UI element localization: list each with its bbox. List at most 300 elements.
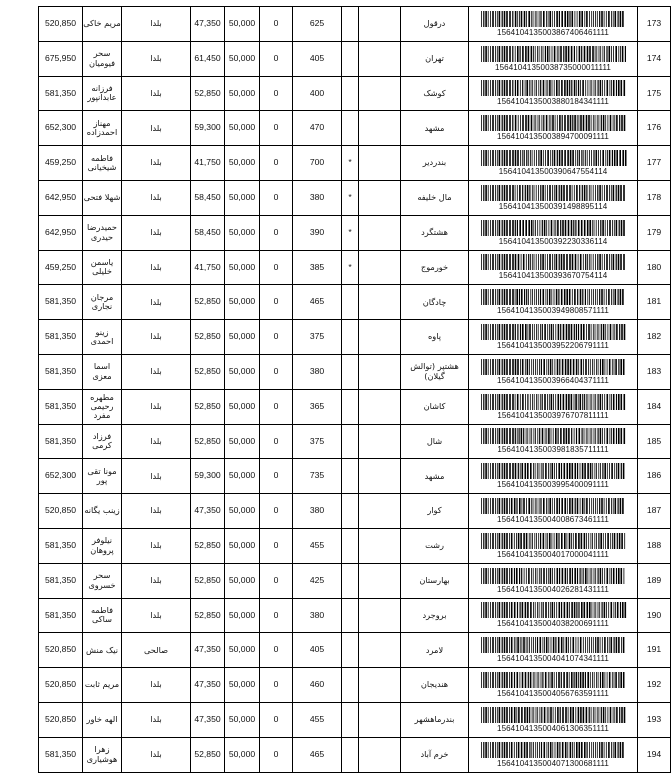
recipient-name-cell: فرزانه عابدانپور <box>83 76 122 111</box>
barcode-graphic <box>479 428 627 444</box>
base-amount-cell: 50,000 <box>225 528 260 563</box>
base-amount-cell: 50,000 <box>225 424 260 459</box>
blank-cell <box>359 633 401 668</box>
city-cell: خرم آباد <box>401 737 469 772</box>
table-row <box>39 737 671 772</box>
row-number-cell: 187 <box>638 494 671 529</box>
amount-cell: 59,300 <box>191 111 225 146</box>
total-cell: 581,350 <box>39 598 83 633</box>
status-cell: بلدا <box>122 563 191 598</box>
status-cell: بلدا <box>122 459 191 494</box>
blank-cell <box>359 180 401 215</box>
zero-cell: 0 <box>260 494 293 529</box>
code-cell: 700 <box>293 146 342 181</box>
base-amount-cell: 50,000 <box>225 180 260 215</box>
status-cell: بلدا <box>122 7 191 42</box>
barcode-number: 1564104135004071300681111 <box>497 758 609 768</box>
row-number-cell: 182 <box>638 320 671 355</box>
base-amount-cell: 50,000 <box>225 320 260 355</box>
base-amount-cell: 50,000 <box>225 702 260 737</box>
status-cell: بلدا <box>122 737 191 772</box>
barcode-cell <box>469 180 638 215</box>
total-cell: 642,950 <box>39 180 83 215</box>
barcode-cell <box>469 702 638 737</box>
mark-cell <box>342 111 359 146</box>
city-cell: بندرماهشهر <box>401 702 469 737</box>
total-cell: 520,850 <box>39 702 83 737</box>
blank-cell <box>359 354 401 389</box>
mark-cell <box>342 424 359 459</box>
base-amount-cell: 50,000 <box>225 250 260 285</box>
table-row <box>39 459 671 494</box>
barcode-graphic <box>479 150 627 166</box>
blank-cell <box>359 389 401 424</box>
barcode-cell <box>469 563 638 598</box>
blank-cell <box>359 215 401 250</box>
table-row <box>39 494 671 529</box>
barcode-graphic <box>479 220 627 236</box>
barcode-cell <box>469 354 638 389</box>
total-cell: 581,350 <box>39 76 83 111</box>
code-cell: 400 <box>293 76 342 111</box>
base-amount-cell: 50,000 <box>225 111 260 146</box>
barcode-number: 1564104135003867406461111 <box>497 27 609 37</box>
barcode-number: 1564104135003995400091111 <box>497 480 609 490</box>
status-cell: بلدا <box>122 528 191 563</box>
amount-cell: 61,450 <box>191 41 225 76</box>
barcode-number: 156410413500390647554114 <box>498 166 608 176</box>
city-cell: کوار <box>401 494 469 529</box>
barcode-number: 1564104135003966404371111 <box>497 375 609 385</box>
barcode-cell <box>469 668 638 703</box>
zero-cell: 0 <box>260 111 293 146</box>
barcode-cell <box>469 285 638 320</box>
barcode-graphic <box>479 46 627 62</box>
total-cell: 581,350 <box>39 354 83 389</box>
city-cell: رشت <box>401 528 469 563</box>
amount-cell: 52,850 <box>191 424 225 459</box>
zero-cell: 0 <box>260 354 293 389</box>
blank-cell <box>359 41 401 76</box>
barcode-number: 1564104135004008673461111 <box>497 514 609 524</box>
code-cell: 380 <box>293 598 342 633</box>
city-cell: مال خلیفه <box>401 180 469 215</box>
amount-cell: 52,850 <box>191 737 225 772</box>
barcode-graphic <box>479 324 627 340</box>
zero-cell: 0 <box>260 76 293 111</box>
blank-cell <box>359 111 401 146</box>
table-row <box>39 389 671 424</box>
amount-cell: 41,750 <box>191 250 225 285</box>
mark-cell <box>342 285 359 320</box>
zero-cell: 0 <box>260 528 293 563</box>
barcode-number: 1564104135004038200691111 <box>497 619 609 629</box>
base-amount-cell: 50,000 <box>225 459 260 494</box>
recipient-name-cell: فرزاد کرمی <box>83 424 122 459</box>
table-row <box>39 320 671 355</box>
barcode-graphic <box>479 80 627 96</box>
barcode-cell <box>469 424 638 459</box>
city-cell: هندیجان <box>401 668 469 703</box>
row-number-cell: 178 <box>638 180 671 215</box>
zero-cell: 0 <box>260 320 293 355</box>
code-cell: 390 <box>293 215 342 250</box>
mark-cell <box>342 633 359 668</box>
amount-cell: 52,850 <box>191 389 225 424</box>
status-cell: بلدا <box>122 494 191 529</box>
blank-cell <box>359 250 401 285</box>
row-number-cell: 193 <box>638 702 671 737</box>
base-amount-cell: 50,000 <box>225 354 260 389</box>
total-cell: 520,850 <box>39 633 83 668</box>
table-row <box>39 702 671 737</box>
row-number-cell: 177 <box>638 146 671 181</box>
total-cell: 581,350 <box>39 285 83 320</box>
mark-cell <box>342 354 359 389</box>
mark-cell <box>342 494 359 529</box>
blank-cell <box>359 146 401 181</box>
amount-cell: 52,850 <box>191 320 225 355</box>
barcode-graphic <box>479 394 627 410</box>
base-amount-cell: 50,000 <box>225 41 260 76</box>
barcode-number: 1564104135004041074341111 <box>497 654 609 664</box>
table-row <box>39 7 671 42</box>
barcode-graphic <box>479 463 627 479</box>
zero-cell: 0 <box>260 424 293 459</box>
barcode-number: 156410413500391498895114 <box>498 201 608 211</box>
city-cell: هشتگرد <box>401 215 469 250</box>
zero-cell: 0 <box>260 215 293 250</box>
amount-cell: 52,850 <box>191 285 225 320</box>
table-row <box>39 76 671 111</box>
row-number-cell: 188 <box>638 528 671 563</box>
recipient-name-cell: نیلوفر پروهان <box>83 528 122 563</box>
total-cell: 581,350 <box>39 389 83 424</box>
barcode-graphic <box>479 498 627 514</box>
status-cell: بلدا <box>122 250 191 285</box>
barcode-graphic <box>479 359 627 375</box>
barcode-graphic <box>479 707 627 723</box>
barcode-number: 1564104135003981835711111 <box>497 445 609 455</box>
recipient-name-cell: مونا تقی پور <box>83 459 122 494</box>
barcode-graphic <box>479 672 627 688</box>
city-cell: بروجرد <box>401 598 469 633</box>
barcode-number: 1564104135003880184341111 <box>497 97 609 107</box>
status-cell: بلدا <box>122 146 191 181</box>
zero-cell: 0 <box>260 250 293 285</box>
barcode-cell <box>469 250 638 285</box>
total-cell: 520,850 <box>39 668 83 703</box>
mark-cell <box>342 668 359 703</box>
row-number-cell: 185 <box>638 424 671 459</box>
row-number-cell: 179 <box>638 215 671 250</box>
total-cell: 581,350 <box>39 528 83 563</box>
city-cell: خورموج <box>401 250 469 285</box>
city-cell: چادگان <box>401 285 469 320</box>
status-cell: بلدا <box>122 354 191 389</box>
mark-cell <box>342 528 359 563</box>
mark-cell <box>342 76 359 111</box>
row-number-cell: 180 <box>638 250 671 285</box>
table-row <box>39 285 671 320</box>
barcode-cell <box>469 320 638 355</box>
barcode-graphic <box>479 11 627 27</box>
zero-cell: 0 <box>260 180 293 215</box>
recipient-name-cell: سحر فیومیان <box>83 41 122 76</box>
barcode-cell <box>469 76 638 111</box>
mark-cell <box>342 389 359 424</box>
shipment-table <box>38 6 671 773</box>
blank-cell <box>359 702 401 737</box>
blank-cell <box>359 459 401 494</box>
status-cell: بلدا <box>122 285 191 320</box>
base-amount-cell: 50,000 <box>225 76 260 111</box>
amount-cell: 58,450 <box>191 180 225 215</box>
mark-cell <box>342 459 359 494</box>
amount-cell: 52,850 <box>191 76 225 111</box>
base-amount-cell: 50,000 <box>225 563 260 598</box>
status-cell: بلدا <box>122 424 191 459</box>
row-number-cell: 176 <box>638 111 671 146</box>
table-row <box>39 668 671 703</box>
blank-cell <box>359 668 401 703</box>
row-number-cell: 191 <box>638 633 671 668</box>
mark-cell: * <box>342 215 359 250</box>
recipient-name-cell: مریم خاکی <box>83 7 122 42</box>
table-row <box>39 528 671 563</box>
table-row <box>39 250 671 285</box>
total-cell: 581,350 <box>39 563 83 598</box>
code-cell: 380 <box>293 180 342 215</box>
city-cell: بهارستان <box>401 563 469 598</box>
row-number-cell: 181 <box>638 285 671 320</box>
blank-cell <box>359 737 401 772</box>
zero-cell: 0 <box>260 702 293 737</box>
zero-cell: 0 <box>260 633 293 668</box>
recipient-name-cell: فاطمه شیخیانی <box>83 146 122 181</box>
barcode-graphic <box>479 533 627 549</box>
base-amount-cell: 50,000 <box>225 668 260 703</box>
barcode-number: 1564104135003952206791111 <box>497 340 609 350</box>
city-cell: تهران <box>401 41 469 76</box>
status-cell: بلدا <box>122 180 191 215</box>
mark-cell <box>342 737 359 772</box>
mark-cell <box>342 41 359 76</box>
amount-cell: 47,350 <box>191 494 225 529</box>
barcode-number: 156410413500393670754114 <box>498 271 608 281</box>
status-cell: بلدا <box>122 702 191 737</box>
blank-cell <box>359 320 401 355</box>
code-cell: 385 <box>293 250 342 285</box>
row-number-cell: 174 <box>638 41 671 76</box>
mark-cell <box>342 7 359 42</box>
recipient-name-cell: حمیدرضا حیدری <box>83 215 122 250</box>
status-cell: بلدا <box>122 598 191 633</box>
status-cell: بلدا <box>122 389 191 424</box>
code-cell: 470 <box>293 111 342 146</box>
mark-cell <box>342 598 359 633</box>
row-number-cell: 189 <box>638 563 671 598</box>
code-cell: 380 <box>293 354 342 389</box>
recipient-name-cell: مهناز احمدزاده <box>83 111 122 146</box>
total-cell: 652,300 <box>39 459 83 494</box>
barcode-graphic <box>479 568 627 584</box>
recipient-name-cell: اسما معزی <box>83 354 122 389</box>
recipient-name-cell: مریم ثابت <box>83 668 122 703</box>
total-cell: 520,850 <box>39 7 83 42</box>
code-cell: 365 <box>293 389 342 424</box>
city-cell: درقول <box>401 7 469 42</box>
total-cell: 675,950 <box>39 41 83 76</box>
city-cell: کاشان <box>401 389 469 424</box>
base-amount-cell: 50,000 <box>225 389 260 424</box>
mark-cell: * <box>342 146 359 181</box>
barcode-number: 1564104135004026281431111 <box>497 584 609 594</box>
table-row <box>39 41 671 76</box>
zero-cell: 0 <box>260 389 293 424</box>
base-amount-cell: 50,000 <box>225 737 260 772</box>
barcode-number: 1564104135003976707811111 <box>497 410 609 420</box>
barcode-number: 1564104135003894700091111 <box>497 132 609 142</box>
zero-cell: 0 <box>260 146 293 181</box>
city-cell: شال <box>401 424 469 459</box>
amount-cell: 59,300 <box>191 459 225 494</box>
zero-cell: 0 <box>260 459 293 494</box>
barcode-cell <box>469 215 638 250</box>
barcode-graphic <box>479 742 627 758</box>
zero-cell: 0 <box>260 7 293 42</box>
amount-cell: 41,750 <box>191 146 225 181</box>
status-cell: بلدا <box>122 668 191 703</box>
amount-cell: 52,850 <box>191 528 225 563</box>
total-cell: 581,350 <box>39 424 83 459</box>
amount-cell: 47,350 <box>191 633 225 668</box>
status-cell: بلدا <box>122 111 191 146</box>
barcode-number: 15641041350038735000011111 <box>495 62 611 72</box>
zero-cell: 0 <box>260 41 293 76</box>
code-cell: 735 <box>293 459 342 494</box>
amount-cell: 58,450 <box>191 215 225 250</box>
table-row <box>39 146 671 181</box>
row-number-cell: 186 <box>638 459 671 494</box>
blank-cell <box>359 598 401 633</box>
table-row <box>39 563 671 598</box>
zero-cell: 0 <box>260 668 293 703</box>
row-number-cell: 173 <box>638 7 671 42</box>
code-cell: 425 <box>293 563 342 598</box>
total-cell: 581,350 <box>39 320 83 355</box>
total-cell: 459,250 <box>39 146 83 181</box>
table-row <box>39 111 671 146</box>
table-row <box>39 180 671 215</box>
status-cell: بلدا <box>122 76 191 111</box>
city-cell: مشهد <box>401 459 469 494</box>
total-cell: 520,850 <box>39 494 83 529</box>
status-cell: بلدا <box>122 41 191 76</box>
city-cell: کوشک <box>401 76 469 111</box>
blank-cell <box>359 424 401 459</box>
code-cell: 405 <box>293 41 342 76</box>
barcode-graphic <box>479 115 627 131</box>
code-cell: 375 <box>293 320 342 355</box>
city-cell: هشتپر (توالش گیلان) <box>401 354 469 389</box>
base-amount-cell: 50,000 <box>225 285 260 320</box>
recipient-name-cell: زینو احمدی <box>83 320 122 355</box>
barcode-number: 1564104135004061306351111 <box>497 723 609 733</box>
barcode-graphic <box>479 637 627 653</box>
barcode-cell <box>469 598 638 633</box>
recipient-name-cell: زهرا هوشیاری <box>83 737 122 772</box>
status-cell: بلدا <box>122 320 191 355</box>
barcode-cell <box>469 459 638 494</box>
code-cell: 625 <box>293 7 342 42</box>
base-amount-cell: 50,000 <box>225 633 260 668</box>
table-row <box>39 215 671 250</box>
barcode-graphic <box>479 185 627 201</box>
zero-cell: 0 <box>260 737 293 772</box>
table-row <box>39 598 671 633</box>
barcode-cell <box>469 146 638 181</box>
city-cell: بندردیر <box>401 146 469 181</box>
code-cell: 455 <box>293 528 342 563</box>
table-row <box>39 424 671 459</box>
total-cell: 459,250 <box>39 250 83 285</box>
row-number-cell: 175 <box>638 76 671 111</box>
base-amount-cell: 50,000 <box>225 146 260 181</box>
row-number-cell: 192 <box>638 668 671 703</box>
total-cell: 652,300 <box>39 111 83 146</box>
amount-cell: 52,850 <box>191 563 225 598</box>
recipient-name-cell: یاسمن خلیلی <box>83 250 122 285</box>
amount-cell: 47,350 <box>191 668 225 703</box>
barcode-cell <box>469 7 638 42</box>
table-row <box>39 633 671 668</box>
barcode-cell <box>469 528 638 563</box>
barcode-graphic <box>479 254 627 270</box>
status-cell: بلدا <box>122 215 191 250</box>
status-cell: صالحی <box>122 633 191 668</box>
city-cell: پاوه <box>401 320 469 355</box>
recipient-name-cell: سحر خسروی <box>83 563 122 598</box>
recipient-name-cell: الهه خاور <box>83 702 122 737</box>
mark-cell <box>342 563 359 598</box>
blank-cell <box>359 528 401 563</box>
mark-cell: * <box>342 180 359 215</box>
barcode-cell <box>469 494 638 529</box>
recipient-name-cell: مطهره رحیمی مفرد <box>83 389 122 424</box>
zero-cell: 0 <box>260 285 293 320</box>
city-cell: مشهد <box>401 111 469 146</box>
row-number-cell: 194 <box>638 737 671 772</box>
blank-cell <box>359 494 401 529</box>
code-cell: 465 <box>293 285 342 320</box>
code-cell: 375 <box>293 424 342 459</box>
barcode-cell <box>469 389 638 424</box>
barcode-number: 1564104135004056763591111 <box>497 688 609 698</box>
mark-cell: * <box>342 250 359 285</box>
table-row <box>39 354 671 389</box>
row-number-cell: 190 <box>638 598 671 633</box>
total-cell: 642,950 <box>39 215 83 250</box>
barcode-number: 1564104135003949808571111 <box>497 306 609 316</box>
row-number-cell: 184 <box>638 389 671 424</box>
barcode-graphic <box>479 602 627 618</box>
recipient-name-cell: زینب یگانه <box>83 494 122 529</box>
shipment-list-sheet <box>38 6 662 773</box>
base-amount-cell: 50,000 <box>225 7 260 42</box>
base-amount-cell: 50,000 <box>225 598 260 633</box>
barcode-graphic <box>479 289 627 305</box>
